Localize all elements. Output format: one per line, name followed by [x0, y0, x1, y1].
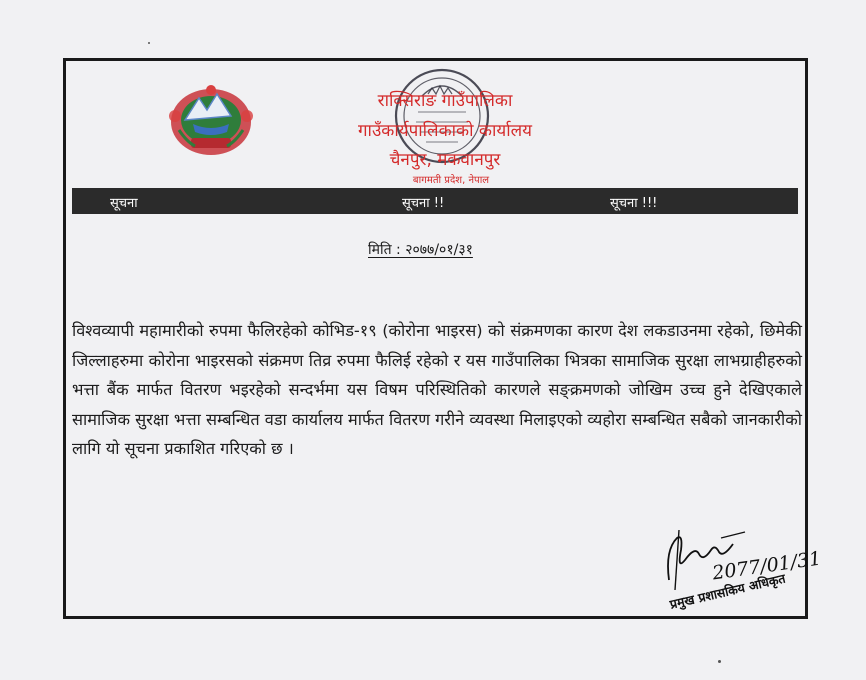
notice-bar — [72, 188, 798, 214]
officer-title: प्रमुख प्रशासकिय अधिकृत — [668, 570, 787, 612]
notice-date: मिति : २०७७/०१/३१ — [368, 242, 473, 258]
notice-label-1: सूचना — [110, 196, 138, 211]
notice-label-3: सूचना !!! — [610, 196, 658, 211]
notice-body: विश्वव्यापी महामारीको रुपमा फैलिरहेको कोभिड-१९ (कोरोना भाइरस) को संक्रमणका कारण देश लकडाउनमा रहेको, छिमेकी जिल्लाहरुमा कोरोना भाइरसको संक्रमण तिव्र रुपमा फैलिई रहेको र यस गाउँपालिका भित्रका सामाजिक सुरक्षा लाभग्राहीहरुको भत्ता बैंक मार्फत वितरण भइरहेको सन्दर्भमा यस विषम परिस्थितिको कारणले सङ्क्रमणको जोखिम उच्च हुने देखिएकाले सामाजिक सुरक्षा भत्ता सम्बन्धित वडा कार्यालय मार्फत वितरण गरीने व्यवस्था मिलाइएको व्यहोरा सम्बन्धित सबैको जानकारीको लागि यो सूचना प्रकाशित गरिएको छ । — [72, 321, 802, 458]
office-address: चैनपुर, मकवानपुर — [389, 150, 501, 170]
province-name: बागमती प्रदेश, नेपाल — [412, 175, 490, 186]
signature-date: 2077/01/31 — [711, 547, 823, 585]
notice-label-2: सूचना !! — [402, 196, 445, 211]
paper-speck — [718, 660, 721, 663]
paper-speck — [148, 42, 150, 44]
office-name: गाउँकार्यपालिकाको कार्यालय — [357, 121, 533, 141]
municipality-name: राक्सिराङ गाउँपालिका — [377, 91, 513, 111]
